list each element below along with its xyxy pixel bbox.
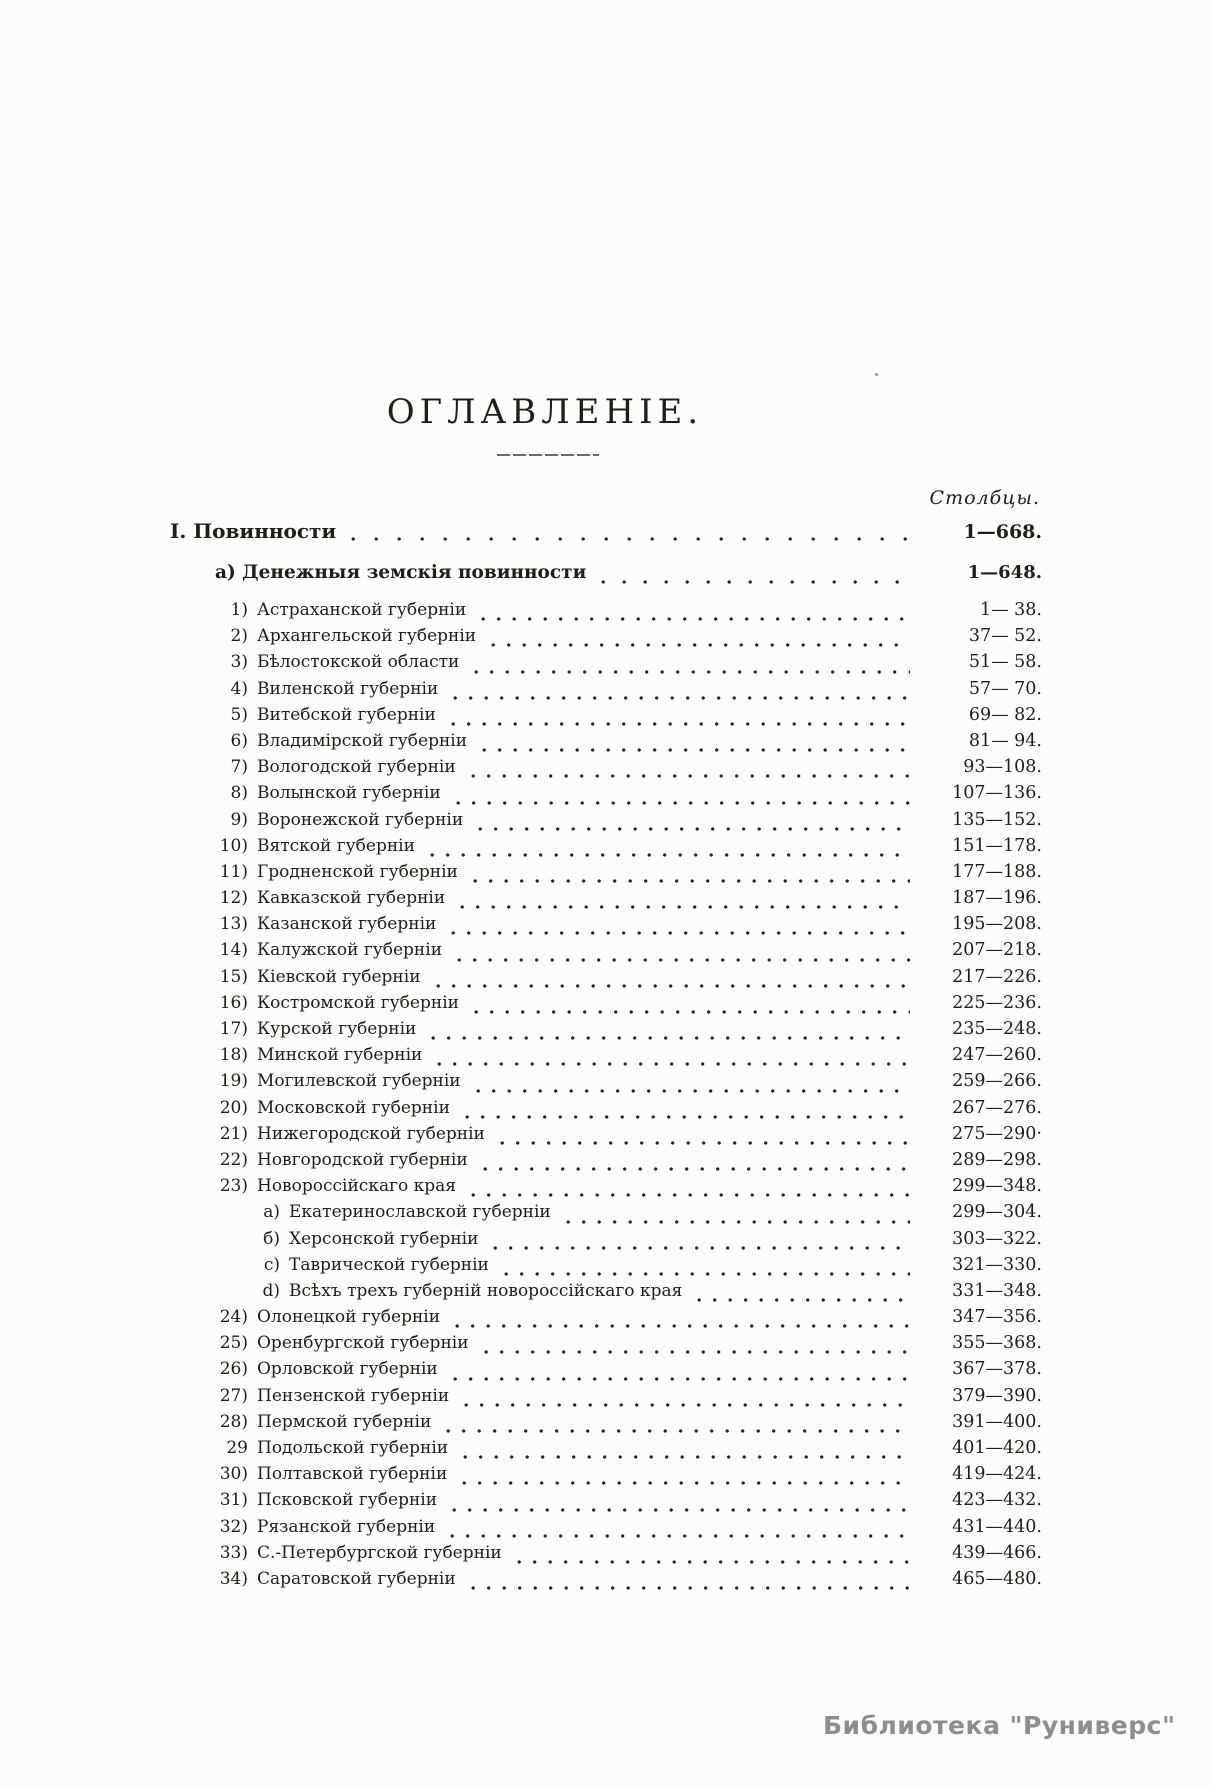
entry-columns: 347—356. xyxy=(952,1307,1042,1328)
page-title: ОГЛАВЛЕНІЕ. xyxy=(386,391,704,432)
entry-columns: 57— 70. xyxy=(968,678,1042,699)
entry-number: 29 xyxy=(226,1438,248,1458)
entry-number: 24) xyxy=(219,1307,248,1328)
entry-columns: 401—420. xyxy=(952,1438,1042,1458)
dot-leader xyxy=(437,1061,910,1067)
entry-columns: 289—298. xyxy=(952,1149,1042,1170)
dot-leader xyxy=(481,616,910,622)
dot-leader xyxy=(473,878,910,884)
entry-columns: 247—260. xyxy=(952,1045,1042,1066)
entry-label: Всѣхъ трехъ губерній новороссійскаго края xyxy=(289,1280,683,1301)
toc-entry xyxy=(170,1333,1042,1359)
entry-number: 6) xyxy=(230,730,248,751)
entry-number: 23) xyxy=(219,1176,248,1197)
entry-number: 2) xyxy=(230,626,248,647)
toc-entry xyxy=(170,562,1042,589)
dot-leader xyxy=(697,1297,910,1303)
columns-header: Столбцы. xyxy=(929,487,1040,509)
entry-columns: 331—348. xyxy=(952,1280,1042,1301)
toc-entry xyxy=(170,1229,1042,1255)
entry-label: Нижегородской губерніи xyxy=(257,1123,485,1144)
entry-columns: 299—348. xyxy=(952,1176,1042,1197)
entry-label: Новороссійскаго края xyxy=(257,1176,456,1197)
entry-label: Пензенской губерніи xyxy=(257,1385,450,1406)
dot-leader xyxy=(483,1166,910,1172)
entry-number: 5) xyxy=(230,704,248,725)
dot-leader xyxy=(471,1192,910,1198)
entry-number: 22) xyxy=(219,1149,248,1170)
toc-list xyxy=(170,519,1042,1595)
dot-leader xyxy=(462,1480,910,1486)
entry-number: 4) xyxy=(230,678,248,699)
entry-label: Архангельской губерніи xyxy=(257,626,477,647)
toc-entry xyxy=(170,1202,1042,1228)
dot-leader xyxy=(474,669,910,675)
entry-columns: 465—480. xyxy=(952,1568,1042,1589)
entry-label: Орловской губерніи xyxy=(257,1359,438,1380)
toc-entry xyxy=(170,1307,1042,1333)
entry-number: 3) xyxy=(230,652,248,673)
dot-leader xyxy=(453,1376,910,1382)
library-watermark: Библиотека "Руниверс" xyxy=(823,1711,1176,1740)
entry-label: Могилевской губерніи xyxy=(257,1071,461,1092)
toc-entry xyxy=(170,1438,1042,1464)
dot-leader xyxy=(446,1428,910,1434)
dot-leader xyxy=(517,1559,910,1565)
entry-columns: 51— 58. xyxy=(968,652,1042,673)
dot-leader xyxy=(463,1454,910,1460)
entry-label: Вологодской губерніи xyxy=(257,757,456,778)
dot-leader xyxy=(450,1533,910,1539)
toc-entry xyxy=(170,967,1042,993)
dot-leader xyxy=(455,1323,910,1329)
entry-columns: 275—290· xyxy=(952,1123,1042,1144)
toc-entry xyxy=(170,1071,1042,1097)
dot-leader xyxy=(484,1349,910,1355)
entry-label: Курской губерніи xyxy=(257,1019,417,1039)
dot-leader xyxy=(474,1009,910,1015)
entry-label: Псковской губерніи xyxy=(257,1490,438,1511)
entry-number: 16) xyxy=(219,992,248,1013)
entry-label: Бѣлостокской области xyxy=(257,652,460,673)
entry-columns: 225—236. xyxy=(952,992,1042,1013)
toc-entry xyxy=(170,679,1042,705)
entry-number: 11) xyxy=(219,861,248,882)
entry-number: d) xyxy=(262,1280,280,1301)
entry-label: Казанской губерніи xyxy=(257,914,437,935)
entry-number: 21) xyxy=(219,1123,248,1144)
toc-entry xyxy=(170,1098,1042,1124)
dot-leader xyxy=(436,983,910,989)
toc-entry xyxy=(170,836,1042,862)
entry-columns: 1—648. xyxy=(967,562,1042,583)
entry-columns: 177—188. xyxy=(952,861,1042,882)
entry-label: Минской губерніи xyxy=(257,1045,423,1066)
toc-entry xyxy=(170,783,1042,809)
dot-leader xyxy=(431,1035,910,1041)
entry-columns: 303—322. xyxy=(952,1228,1042,1249)
entry-label: Кавказской губерніи xyxy=(257,888,446,909)
entry-number: 30) xyxy=(219,1464,248,1485)
entry-columns: 187—196. xyxy=(952,888,1042,909)
toc-entry xyxy=(170,600,1042,626)
dot-leader xyxy=(457,957,910,963)
entry-columns: 1— 38. xyxy=(979,600,1042,620)
entry-number: 27) xyxy=(219,1385,248,1406)
entry-label: С.-Петербургской губерніи xyxy=(257,1542,502,1563)
entry-number: 13) xyxy=(219,914,248,935)
entry-number: 34) xyxy=(219,1568,248,1589)
entry-number: 25) xyxy=(219,1333,248,1354)
toc-entry xyxy=(170,914,1042,940)
entry-label: Астраханской губерніи xyxy=(257,600,467,620)
entry-number: 1) xyxy=(230,600,248,620)
entry-columns: 93—108. xyxy=(963,757,1042,778)
dot-leader xyxy=(453,695,910,701)
title-divider xyxy=(497,454,599,456)
entry-label: Витебской губерніи xyxy=(257,704,436,725)
toc-entry xyxy=(170,1490,1042,1516)
entry-columns: 379—390. xyxy=(952,1385,1042,1406)
toc-entry xyxy=(170,1569,1042,1595)
toc-entry xyxy=(170,757,1042,783)
entry-columns: 391—400. xyxy=(952,1411,1042,1432)
dot-leader xyxy=(430,852,910,858)
entry-label: Калужской губерніи xyxy=(257,940,443,961)
entry-label: Рязанской губерніи xyxy=(257,1516,436,1537)
dot-leader xyxy=(601,579,910,585)
toc-entry xyxy=(170,810,1042,836)
entry-label: Костромской губерніи xyxy=(257,992,459,1013)
entry-label: Новгородской губерніи xyxy=(257,1149,468,1170)
entry-number: 26) xyxy=(219,1359,248,1380)
entry-number: 15) xyxy=(219,966,248,987)
entry-columns: 439—466. xyxy=(952,1542,1042,1563)
entry-label: Воронежской губерніи xyxy=(257,809,464,830)
dot-leader xyxy=(476,1088,910,1094)
entry-label: Екатеринославской губерніи xyxy=(289,1202,551,1223)
toc-entry xyxy=(170,731,1042,757)
toc-entry xyxy=(170,1359,1042,1385)
entry-columns: 321—330. xyxy=(952,1254,1042,1275)
toc-entry xyxy=(170,1412,1042,1438)
dot-leader xyxy=(491,642,910,648)
toc-entry xyxy=(170,993,1042,1019)
entry-label: Московской губерніи xyxy=(257,1097,450,1118)
dot-leader xyxy=(500,1140,910,1146)
dot-leader xyxy=(351,536,910,542)
dot-leader xyxy=(482,747,910,753)
entry-columns: 235—248. xyxy=(952,1019,1042,1039)
entry-label: Саратовской губерніи xyxy=(257,1568,456,1589)
dot-leader xyxy=(451,930,910,936)
toc-entry xyxy=(170,1517,1042,1543)
dot-leader xyxy=(460,904,910,910)
entry-number: 7) xyxy=(230,757,248,778)
toc-entry xyxy=(170,1176,1042,1202)
entry-number: 19) xyxy=(219,1071,248,1092)
toc-entry xyxy=(170,940,1042,966)
entry-number: 31) xyxy=(219,1490,248,1511)
entry-columns: 419—424. xyxy=(952,1464,1042,1485)
dot-leader xyxy=(471,773,910,779)
dot-leader xyxy=(451,721,910,727)
entry-label: Кіевской губерніи xyxy=(257,966,421,987)
entry-number: 33) xyxy=(219,1542,248,1563)
toc-entry xyxy=(170,652,1042,678)
entry-columns: 217—226. xyxy=(952,966,1042,987)
dot-leader xyxy=(493,1245,910,1251)
dot-leader xyxy=(566,1219,910,1225)
dot-leader xyxy=(478,826,910,832)
dot-leader xyxy=(465,1114,910,1120)
toc-entry xyxy=(170,888,1042,914)
entry-columns: 207—218. xyxy=(952,940,1042,961)
entry-label: а) Денежныя земскія повинности xyxy=(215,562,587,583)
scan-speck xyxy=(875,373,878,376)
entry-number: 28) xyxy=(219,1411,248,1432)
entry-label: Оренбургской губерніи xyxy=(257,1333,469,1354)
toc-entry xyxy=(170,1281,1042,1307)
toc-entry xyxy=(170,705,1042,731)
entry-number: 17) xyxy=(219,1019,248,1039)
entry-label: I. Повинности xyxy=(170,519,337,543)
dot-leader xyxy=(456,800,910,806)
toc-entry xyxy=(170,1019,1042,1045)
entry-columns: 431—440. xyxy=(952,1516,1042,1537)
entry-label: Полтавской губерніи xyxy=(257,1464,448,1485)
entry-label: Подольской губерніи xyxy=(257,1438,449,1458)
entry-label: Олонецкой губерніи xyxy=(257,1307,441,1328)
entry-label: Виленской губерніи xyxy=(257,678,439,699)
dot-leader xyxy=(452,1507,910,1513)
entry-columns: 151—178. xyxy=(952,835,1042,856)
entry-columns: 135—152. xyxy=(952,809,1042,830)
entry-label: Таврической губерніи xyxy=(289,1254,489,1275)
entry-label: Гродненской губерніи xyxy=(257,861,458,882)
entry-number: 20) xyxy=(219,1097,248,1118)
entry-number: 32) xyxy=(219,1516,248,1537)
entry-columns: 423—432. xyxy=(952,1490,1042,1511)
toc-entry xyxy=(170,1464,1042,1490)
entry-columns: 367—378. xyxy=(952,1359,1042,1380)
dot-leader xyxy=(464,1402,910,1408)
toc-entry xyxy=(170,1543,1042,1569)
entry-number: с) xyxy=(263,1254,280,1275)
entry-number: 8) xyxy=(230,783,248,804)
toc-entry xyxy=(170,1386,1042,1412)
entry-columns: 69— 82. xyxy=(968,704,1042,725)
entry-label: Волынской губерніи xyxy=(257,783,441,804)
entry-columns: 195—208. xyxy=(952,914,1042,935)
toc-entry xyxy=(170,1150,1042,1176)
entry-columns: 355—368. xyxy=(952,1333,1042,1354)
entry-columns: 299—304. xyxy=(952,1202,1042,1223)
toc-entry xyxy=(170,626,1042,652)
entry-label: Вятской губерніи xyxy=(257,835,415,856)
entry-number: б) xyxy=(263,1228,280,1249)
entry-columns: 81— 94. xyxy=(968,730,1042,751)
entry-number: 14) xyxy=(219,940,248,961)
entry-columns: 107—136. xyxy=(952,783,1042,804)
entry-number: а) xyxy=(263,1202,280,1223)
entry-number: 9) xyxy=(230,809,248,830)
entry-columns: 267—276. xyxy=(952,1097,1042,1118)
toc-entry xyxy=(170,1045,1042,1071)
entry-label: Херсонской губерніи xyxy=(289,1228,479,1249)
toc-entry xyxy=(170,1255,1042,1281)
entry-label: Пермской губерніи xyxy=(257,1411,432,1432)
toc-entry xyxy=(170,519,1042,547)
entry-label: Владимірской губерніи xyxy=(257,730,468,751)
toc-entry xyxy=(170,1124,1042,1150)
entry-number: 12) xyxy=(219,888,248,909)
dot-leader xyxy=(504,1271,910,1277)
toc-entry xyxy=(170,862,1042,888)
dot-leader xyxy=(471,1585,910,1591)
entry-columns: 37— 52. xyxy=(968,626,1042,647)
entry-columns: 1—668. xyxy=(963,521,1042,543)
entry-columns: 259—266. xyxy=(952,1071,1042,1092)
entry-number: 18) xyxy=(219,1045,248,1066)
entry-number: 10) xyxy=(219,835,248,856)
